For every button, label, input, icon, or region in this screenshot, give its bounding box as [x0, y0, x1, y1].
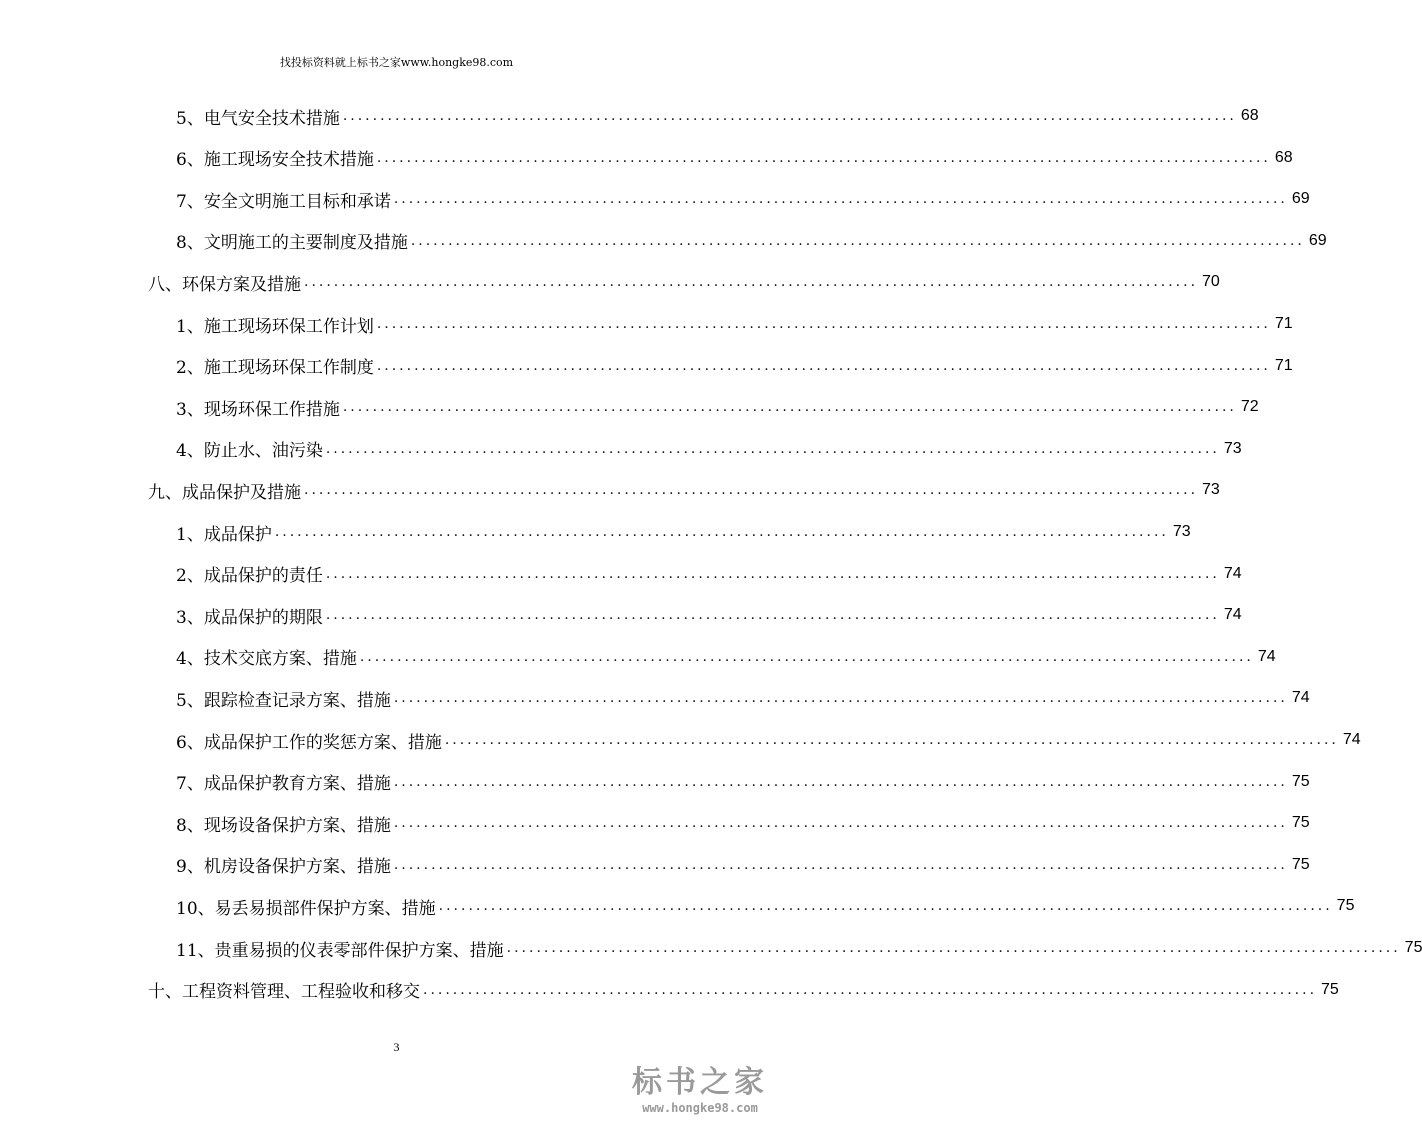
toc-entry[interactable] [176, 600, 1242, 630]
toc-entry[interactable] [176, 725, 1361, 755]
toc-dot-leader: ........................................................................................................................ [423, 981, 1318, 998]
toc-entry-title: 4、技术交底方案、措施 [176, 649, 357, 670]
toc-dot-leader: ........................................................................................................................ [393, 815, 1288, 832]
toc-entry-title: 3、成品保护的期限 [176, 607, 323, 628]
toc-dot-leader: ........................................................................................................................ [274, 524, 1169, 540]
toc-entry[interactable] [148, 267, 1220, 297]
toc-entry-title: 2、成品保护的责任 [176, 566, 323, 587]
toc-entry-title: 1、施工现场环保工作计划 [176, 316, 374, 337]
toc-dot-leader: ........................................................................................................................ [304, 482, 1199, 499]
toc-dot-leader: ........................................................................................................................ [393, 690, 1288, 707]
toc-entry[interactable] [176, 933, 1422, 963]
toc-entry-title: 3、现场环保工作措施 [176, 399, 340, 420]
toc-dot-leader: ........................................................................................................................ [325, 565, 1220, 582]
toc-dot-leader: ........................................................................................................................ [393, 773, 1288, 790]
toc-entry[interactable] [176, 559, 1242, 589]
toc-entry-title: 6、施工现场安全技术措施 [176, 150, 374, 171]
toc-dot-leader: ........................................................................................................................ [342, 108, 1237, 124]
toc-dot-leader: ........................................................................................................................ [376, 316, 1271, 332]
toc-entry-title: 7、成品保护教育方案、措施 [176, 774, 391, 795]
toc-entry-title: 1、成品保护 [176, 524, 272, 545]
toc-entry-page: 75 [1291, 772, 1310, 790]
toc-entry[interactable] [176, 642, 1276, 672]
toc-entry-page: 74 [1223, 564, 1242, 582]
toc-entry-page: 75 [1336, 897, 1355, 915]
toc-entry-page: 69 [1291, 190, 1310, 208]
toc-entry[interactable] [176, 309, 1293, 339]
toc-entry-title: 5、跟踪检查记录方案、措施 [176, 690, 391, 711]
toc-entry-page: 74 [1342, 731, 1361, 748]
toc-entry-title: 八、环保方案及措施 [148, 274, 301, 295]
toc-entry[interactable] [176, 184, 1310, 214]
toc-entry-page: 68 [1240, 107, 1259, 124]
toc-dot-leader: ........................................................................................................................ [325, 607, 1220, 624]
toc-dot-leader: ........................................................................................................................ [393, 191, 1288, 208]
toc-entry[interactable] [148, 975, 1339, 1005]
toc-entry[interactable] [176, 392, 1259, 422]
toc-dot-leader: ........................................................................................................................ [438, 898, 1333, 915]
toc-dot-leader: ........................................................................................................................ [410, 232, 1305, 249]
toc-dot-leader: ........................................................................................................................ [393, 856, 1288, 873]
toc-entry-title: 九、成品保护及措施 [148, 482, 301, 503]
toc-entry-page: 68 [1274, 148, 1293, 166]
toc-entry-title: 2、施工现场环保工作制度 [176, 358, 374, 379]
toc-dot-leader: ........................................................................................................................ [325, 440, 1220, 457]
toc-entry[interactable] [176, 891, 1355, 921]
logo-title: 标书之家 [632, 1065, 768, 1100]
toc-entry[interactable] [176, 683, 1310, 713]
toc-entry-page: 71 [1274, 356, 1293, 374]
toc-entry-title: 6、成品保护工作的奖惩方案、措施 [176, 732, 442, 753]
toc-entry-page: 71 [1274, 315, 1293, 332]
toc-entry-page: 70 [1202, 273, 1220, 291]
toc-entry[interactable] [176, 351, 1293, 381]
toc-entry-page: 73 [1223, 439, 1242, 457]
toc-entry-page: 72 [1240, 398, 1259, 416]
toc-entry-title: 10、易丢易损部件保护方案、措施 [176, 898, 436, 919]
toc-entry-page: 74 [1223, 606, 1242, 624]
toc-entry-title: 5、电气安全技术措施 [176, 108, 340, 129]
toc-dot-leader: ........................................................................................................................ [376, 149, 1271, 166]
toc-dot-leader: ........................................................................................................................ [444, 732, 1339, 748]
toc-dot-leader: ........................................................................................................................ [304, 274, 1199, 291]
toc-entry[interactable] [176, 767, 1310, 797]
toc-entry-page: 75 [1404, 939, 1422, 956]
toc-entry[interactable] [176, 434, 1242, 464]
toc-entry-page: 75 [1291, 814, 1310, 832]
toc-entry-page: 73 [1172, 523, 1191, 540]
page-number: 3 [393, 1040, 400, 1054]
toc-entry-page: 75 [1291, 855, 1310, 873]
toc-dot-leader: ........................................................................................................................ [359, 648, 1254, 665]
toc-dot-leader: ........................................................................................................................ [342, 399, 1237, 416]
toc-entry-title: 4、防止水、油污染 [176, 441, 323, 462]
toc-entry-page: 74 [1257, 647, 1276, 665]
toc-entry[interactable] [176, 808, 1310, 838]
toc-entry[interactable] [176, 226, 1327, 256]
toc-entry-title: 8、现场设备保护方案、措施 [176, 815, 391, 836]
toc-entry-title: 9、机房设备保护方案、措施 [176, 857, 391, 878]
toc-entry-page: 74 [1291, 689, 1310, 707]
toc-entry[interactable] [176, 143, 1293, 173]
toc-entry[interactable] [148, 475, 1220, 505]
toc-entry-title: 8、文明施工的主要制度及措施 [176, 233, 408, 254]
toc-entry[interactable] [176, 850, 1310, 880]
toc-entry[interactable] [176, 101, 1259, 131]
toc-entry-title: 7、安全文明施工目标和承诺 [176, 191, 391, 212]
toc-entry-page: 75 [1321, 980, 1339, 998]
watermark-logo [612, 1066, 788, 1118]
toc-entry-page: 73 [1202, 481, 1220, 499]
page-header: 找投标资料就上标书之家www.hongke98.com [279, 56, 514, 69]
toc-entry-title: 11、贵重易损的仪表零部件保护方案、措施 [176, 940, 504, 961]
toc-entry[interactable] [176, 517, 1191, 547]
toc-dot-leader: ........................................................................................................................ [506, 940, 1401, 956]
toc-entry-page: 69 [1308, 231, 1327, 249]
toc-dot-leader: ........................................................................................................................ [376, 357, 1271, 374]
toc-entry-title: 十、工程资料管理、工程验收和移交 [148, 982, 420, 1003]
logo-url: www.hongke98.com [642, 1101, 758, 1115]
